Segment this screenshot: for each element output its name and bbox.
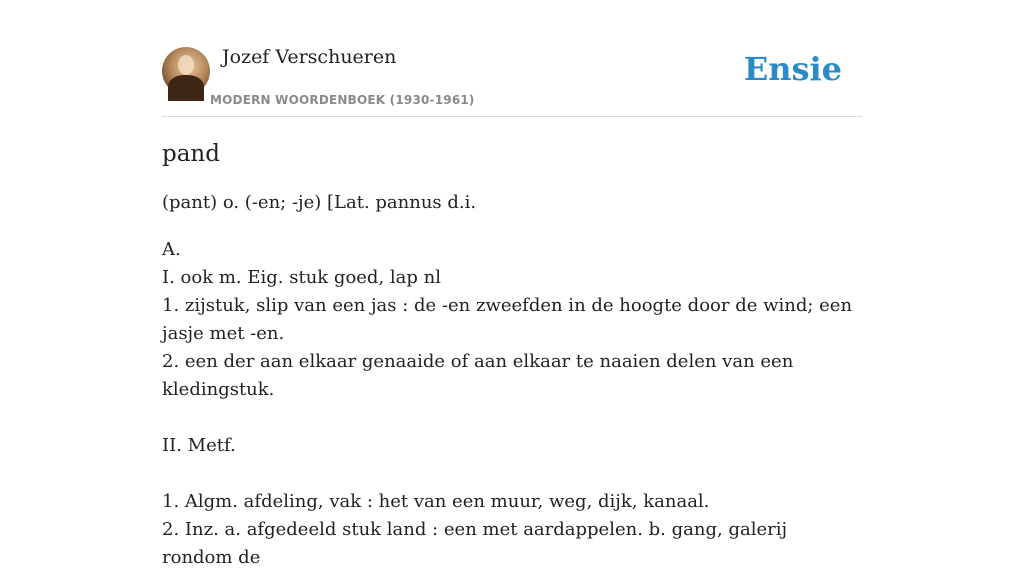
avatar-coat <box>168 75 204 101</box>
definitions <box>162 236 862 572</box>
avatar-face <box>178 55 194 75</box>
definition-line: A. <box>162 239 181 260</box>
entry-header <box>162 46 862 117</box>
headword: pand <box>162 141 220 167</box>
definition-line: 2. een der aan elkaar genaaide of aan elkaar te naaien delen van een kledingstuk. <box>162 351 794 400</box>
blank-line <box>162 460 862 488</box>
author-name[interactable]: Jozef Verschueren <box>222 46 397 68</box>
etymology: (pant) o. (-en; -je) [Lat. pannus d.i. <box>162 192 477 213</box>
source-label[interactable]: MODERN WOORDENBOEK (1930-1961) <box>210 93 475 107</box>
brand-logo[interactable]: Ensie <box>743 50 842 88</box>
definition-line: 1. zijstuk, slip van een jas : de -en zweefden in de hoogte door de wind; een jasje met -en. <box>162 295 853 344</box>
definition-line: II. Metf. <box>162 435 236 456</box>
blank-line <box>162 404 862 432</box>
author-avatar[interactable] <box>162 47 210 95</box>
entry-content <box>162 138 862 572</box>
definition-line: 1. Algm. afdeling, vak : het van een muur, weg, dijk, kanaal. <box>162 491 710 512</box>
definition-line: 2. Inz. a. afgedeeld stuk land : een met aardappelen. b. gang, galerij rondom de <box>162 519 788 568</box>
definition-line: I. ook m. Eig. stuk goed, lap nl <box>162 267 441 288</box>
